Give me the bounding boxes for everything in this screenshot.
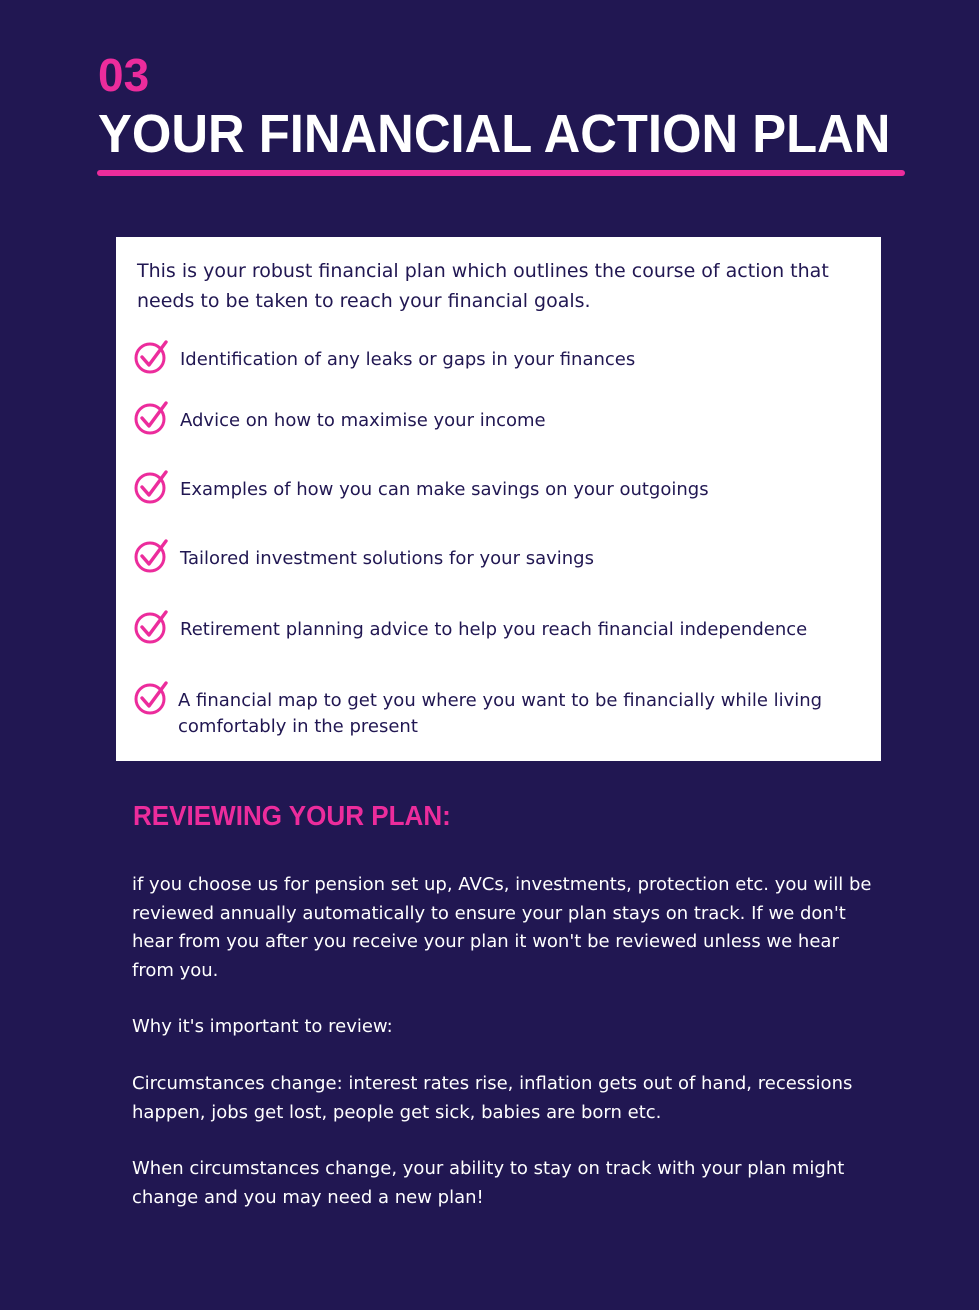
check-circle-icon <box>134 400 170 436</box>
checklist-item-retirement <box>134 609 870 645</box>
checklist-item-text: Examples of how you can make savings on your outgoings <box>180 479 709 500</box>
card-intro-text: This is your robust financial plan which outlines the course of action that needs to be taken to reach your financial goals. <box>137 260 829 312</box>
check-circle-icon <box>134 680 170 716</box>
check-circle-icon <box>134 538 170 574</box>
checklist-item-text: Tailored investment solutions for your savings <box>180 548 594 569</box>
checklist-item-text: Advice on how to maximise your income <box>180 410 546 431</box>
checklist-item-text: Identification of any leaks or gaps in your finances <box>180 349 636 370</box>
review-paragraph-circumstances: Circumstances change: interest rates rise, inflation gets out of hand, recessions happen, jobs get lost, people get sick, babies are born etc. <box>132 1073 853 1123</box>
checklist-item-investment <box>134 538 870 574</box>
section-number: 03 <box>98 49 150 101</box>
checklist-item-financial-map <box>134 680 868 740</box>
page-title: YOUR FINANCIAL ACTION PLAN <box>98 104 891 164</box>
review-paragraph-new-plan: When circumstances change, your ability to stay on track with your plan might change and you may need a new plan! <box>132 1158 845 1208</box>
checklist-item-text: A financial map to get you where you want to be financially while living comfortably in the present <box>178 690 823 737</box>
review-paragraph-annual: if you choose us for pension set up, AVCs, investments, protection etc. you will be reviewed annually automatically to ensure your plan stays on track. If we don't hear from you after you receive your plan it won't be reviewed unless we hear from you. <box>132 874 872 981</box>
checklist-item-savings <box>134 469 870 505</box>
check-circle-icon <box>134 339 170 375</box>
checklist-item-leaks <box>134 339 870 375</box>
check-circle-icon <box>134 609 170 645</box>
review-paragraph-why: Why it's important to review: <box>132 1016 393 1037</box>
checklist-item-text: Retirement planning advice to help you reach financial independence <box>180 619 808 640</box>
check-circle-icon <box>134 469 170 505</box>
checklist-item-income <box>134 400 870 436</box>
title-underline <box>97 170 905 176</box>
reviewing-heading: REVIEWING YOUR PLAN: <box>133 800 451 831</box>
action-plan-card <box>116 237 881 761</box>
